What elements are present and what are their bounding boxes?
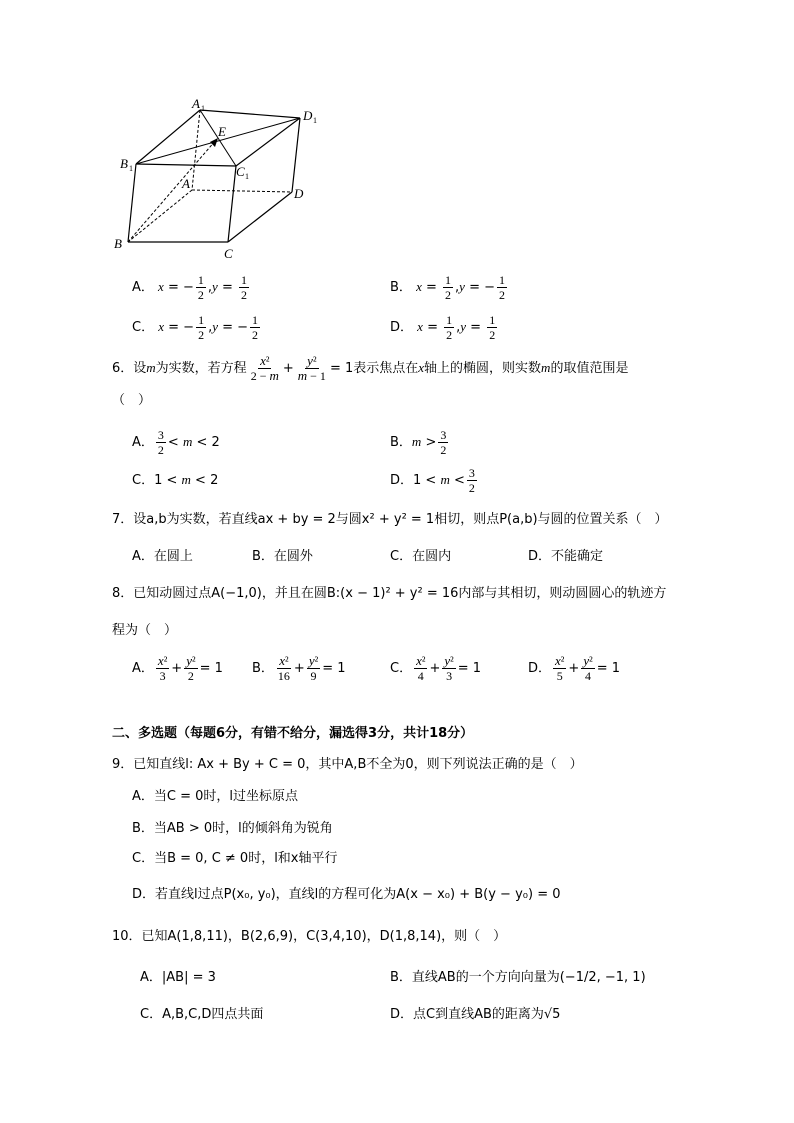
sub-D1: 1 <box>313 116 317 125</box>
q8-option-b[interactable]: B． $\frac{\text{x²}}{16}$ + $\frac{\text{y²}}{9}$ = 1 <box>252 653 346 683</box>
label-B: B <box>114 236 122 251</box>
q9-option-d[interactable]: D．若直线l过点P(x₀, y₀)，直线l的方程可化为A(x − x₀) + B(y − y₀) = 0 <box>132 887 561 902</box>
edge-A1B1 <box>136 110 200 164</box>
parallelepiped-figure <box>108 96 338 266</box>
label-A: A <box>182 176 190 191</box>
q5-option-b[interactable]: B． x = $\frac{1}{2}$ ,y = − $\frac{1}{2}$ <box>390 273 505 302</box>
q7-option-b[interactable]: B．在圆外 <box>252 549 313 564</box>
fraction: $\frac{1}{2}$ <box>197 273 204 302</box>
q10-option-b[interactable]: B．直线AB的一个方向向量为(−1/2, −1, 1) <box>390 970 646 985</box>
fraction: $\frac{\text{y²}}{m - 1}$ <box>297 353 326 383</box>
q7-option-d[interactable]: D．不能确定 <box>528 549 604 564</box>
q10-stem: 10．已知A(1,8,11)，B(2,6,9)，C(3,4,10)，D(1,8,14)，则（ ） <box>112 929 507 944</box>
q5-option-d[interactable]: D． x = $\frac{1}{2}$ ,y = $\frac{1}{2}$ <box>390 313 496 342</box>
label-D1: D <box>303 108 313 123</box>
sub-B1: 1 <box>129 164 133 173</box>
q8-stem-line2: 程为（ ） <box>112 623 178 638</box>
section-title: 二、多选题（每题6分，有错不给分，漏选得3分，共计18分） <box>112 726 474 741</box>
math-x: x <box>158 279 164 294</box>
edge-C1C <box>228 166 236 242</box>
q8-option-c[interactable]: C． $\frac{\text{x²}}{4}$ + $\frac{\text{y²}}{3}$ = 1 <box>390 653 482 683</box>
q6-option-a[interactable]: A． $\frac{3}{2}$ < m < 2 <box>132 428 220 457</box>
option-letter: D． <box>390 320 414 335</box>
sub-C1: 1 <box>245 172 249 181</box>
edge-A1A-hidden <box>192 110 200 190</box>
q9-option-c[interactable]: C．当B = 0, C ≠ 0时，l和x轴平行 <box>132 851 338 866</box>
q9-option-b[interactable]: B．当AB > 0时，l的倾斜角为锐角 <box>132 821 333 836</box>
q6-paren: （ ） <box>112 393 152 408</box>
edge-B1B <box>128 164 136 242</box>
label-E: E <box>218 124 226 139</box>
label-C: C <box>224 246 233 261</box>
option-letter: A． <box>132 280 154 295</box>
label-A1: A <box>192 96 200 111</box>
edge-AB-hidden <box>128 190 192 242</box>
edge-CD <box>228 192 292 242</box>
q7-option-c[interactable]: C．在圆内 <box>390 549 452 564</box>
option-letter: B． <box>390 280 412 295</box>
q8-option-a[interactable]: A． $\frac{\text{x²}}{3}$ + $\frac{\text{y²}}{2}$ = 1 <box>132 653 223 683</box>
edge-D1D <box>292 118 300 192</box>
q6-option-c[interactable]: C．1 < m < 2 <box>132 472 219 488</box>
edge-C1D1 <box>236 118 300 166</box>
q6-option-d[interactable]: D．1 < m < $\frac{3}{2}$ <box>390 466 475 495</box>
q6-option-b[interactable]: B．m > $\frac{3}{2}$ <box>390 428 447 457</box>
edge-AD-hidden <box>192 190 292 192</box>
vector-BE <box>128 140 216 242</box>
label-C1: C <box>236 164 245 179</box>
fraction: $\frac{\text{x²}}{2 - m}$ <box>250 353 279 383</box>
q7-stem: 7．设a,b为实数，若直线ax + by = 2与圆x² + y² = 1相切，则点P(a,b)与圆的位置关系（ ） <box>112 512 668 527</box>
q9-option-a[interactable]: A．当C = 0时，l过坐标原点 <box>132 789 299 804</box>
q8-option-d[interactable]: D． $\frac{\text{x²}}{5}$ + $\frac{\text{y²}}{4}$ = 1 <box>528 653 620 683</box>
edge-A1D1 <box>200 110 300 118</box>
q10-option-a[interactable]: A．|AB| = 3 <box>140 970 216 985</box>
q7-option-a[interactable]: A．在圆上 <box>132 549 193 564</box>
q5-option-c[interactable]: C． x = − $\frac{1}{2}$ ,y = − $\frac{1}{2}$ <box>132 313 259 342</box>
edge-B1C1 <box>136 164 236 166</box>
fraction: $\frac{1}{2}$ <box>240 273 247 302</box>
option-letter: C． <box>132 320 155 335</box>
q8-stem-line1: 8．已知动圆过点A(−1,0)，并且在圆B:(x − 1)² + y² = 16内部与其相切，则动圆圆心的轨迹方 <box>112 586 667 601</box>
q10-option-c[interactable]: C．A,B,C,D四点共面 <box>140 1007 264 1022</box>
q10-option-d[interactable]: D．点C到直线AB的距离为√5 <box>390 1007 561 1022</box>
sub-A1: 1 <box>201 104 205 113</box>
label-D: D <box>294 186 304 201</box>
q5-option-a[interactable]: A． x = − $\frac{1}{2}$ ,y = $\frac{1}{2}$ <box>132 273 247 302</box>
q9-stem: 9．已知直线l: Ax + By + C = 0，其中A,B不全为0，则下列说法正确的是（ ） <box>112 757 583 772</box>
q6-stem: 6．设m为实数，若方程 $\frac{\text{x²}}{2 - m}$ + $\frac{\text{y²}}{m - 1}$ = 1表示焦点在x轴上的椭圆，则实数m的取值范围是 <box>112 353 629 383</box>
label-B1: B <box>120 156 128 171</box>
